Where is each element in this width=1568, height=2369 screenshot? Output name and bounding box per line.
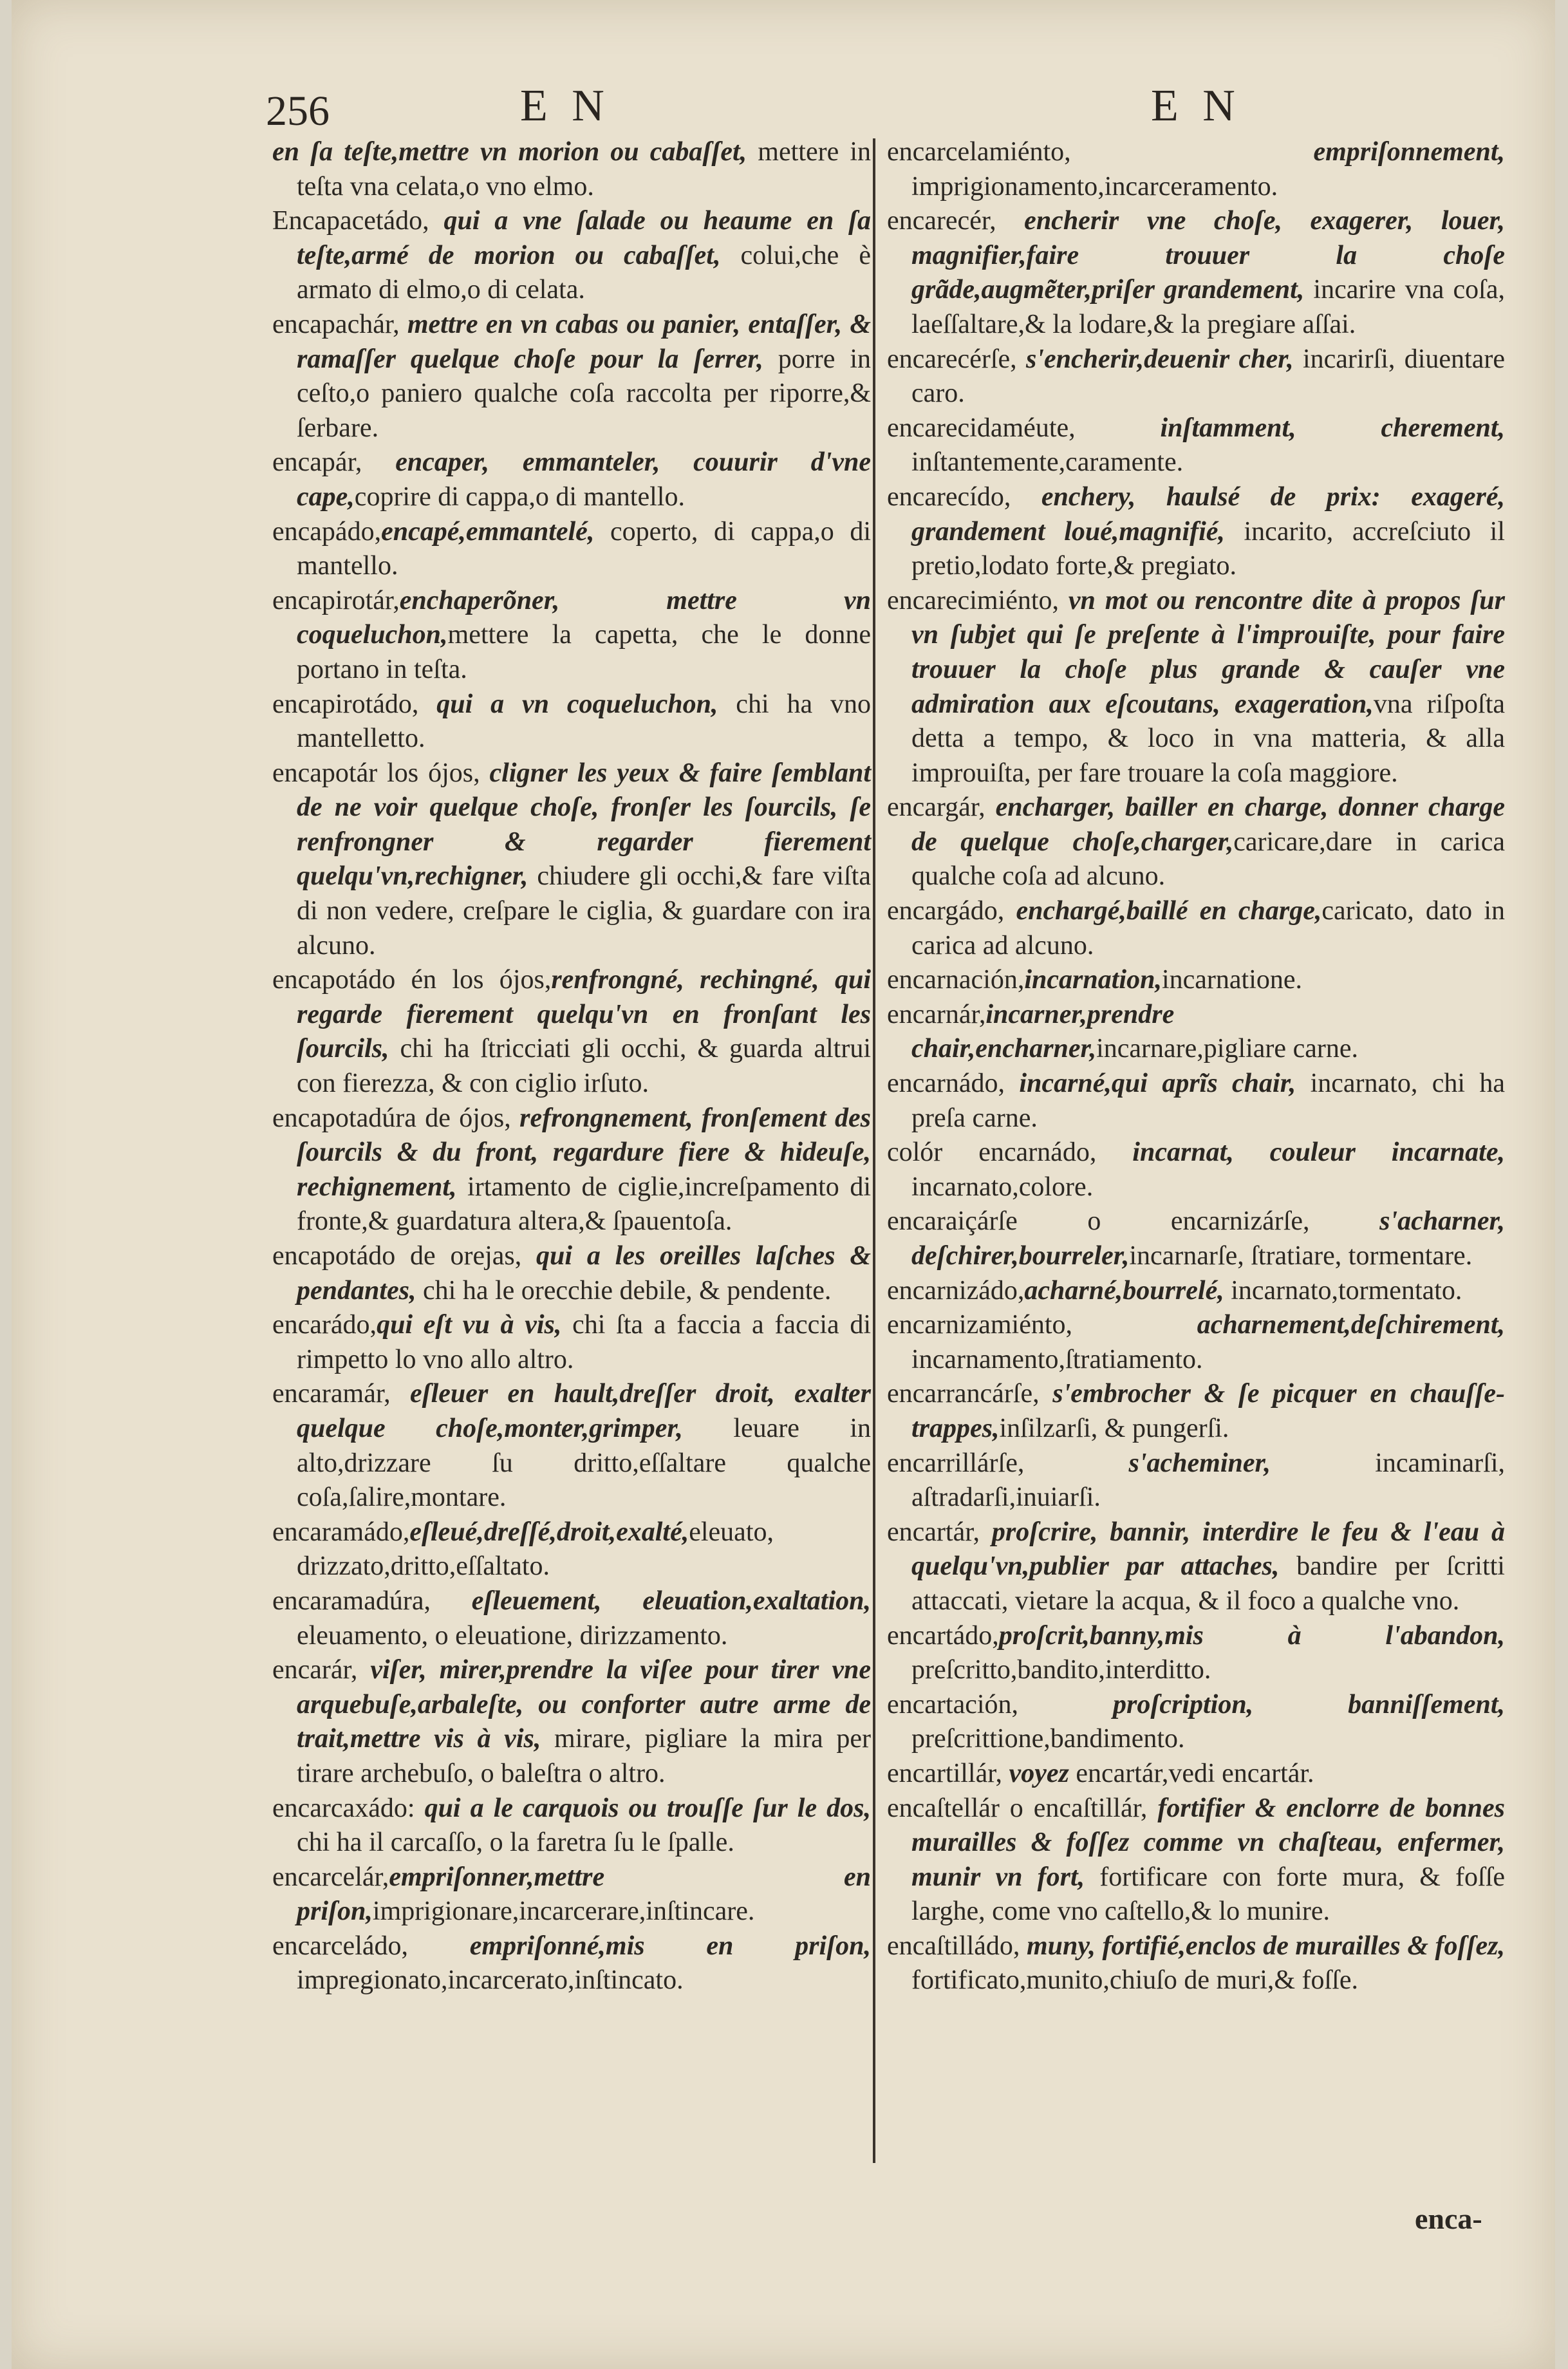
headword: encarecér, — [887, 206, 1025, 236]
right-column — [887, 135, 1505, 1998]
french-gloss: incarnat, couleur incarnate, — [1132, 1138, 1505, 1168]
headword: encarcelár, — [272, 1862, 389, 1892]
headword: encarnizádo, — [887, 1275, 1025, 1306]
headword: encarecído, — [887, 482, 1041, 512]
dictionary-entry — [887, 1274, 1505, 1309]
french-gloss: proſcrit,banny,mis à l'abandon, — [998, 1620, 1505, 1651]
italian-gloss: mettere in teſta vna celata,o vno elmo. — [297, 137, 871, 201]
dictionary-entry — [887, 480, 1505, 584]
italian-gloss: inſilzarſi, & pungerſi. — [999, 1413, 1229, 1443]
french-gloss: eſleué,dreſſé,droit,exalté, — [409, 1517, 689, 1547]
french-gloss: qui eſt vu à vis, — [377, 1310, 562, 1340]
french-gloss: proſcrire, bannir, interdire le feu & l'eau à quelqu'vn,publier par attaches, — [911, 1517, 1506, 1582]
italian-gloss: irtamento de ciglie,increſpamento di fronte,& guardatura altera,& ſpauentoſa. — [297, 1172, 871, 1237]
dictionary-entry — [272, 1239, 871, 1308]
italian-gloss: mirare, pigliare la mira per tirare archebuſo, o baleſtra o altro. — [297, 1724, 872, 1788]
headword: encapirotár, — [272, 585, 400, 615]
french-gloss: s'acharner, deſchirer,bourreler, — [911, 1206, 1505, 1271]
headword: encapotár los ójos, — [272, 758, 490, 788]
italian-gloss: colui,che è armato di elmo,o di celata. — [297, 240, 871, 305]
italian-gloss: eleuato, drizzato,dritto,eſſaltato. — [297, 1517, 774, 1582]
dictionary-entry — [887, 1688, 1505, 1757]
italian-gloss: chi ha il carcaſſo, o la faretra ſu le ſpalle. — [297, 1828, 734, 1858]
italian-gloss: coperto, di cappa,o di mantello. — [297, 516, 871, 581]
headword: Encapacetádo, — [272, 206, 444, 236]
italian-gloss: caricare,dare in carica qualche coſa ad alcuno. — [911, 827, 1505, 892]
dictionary-entry — [272, 688, 871, 756]
headword: encartación, — [887, 1689, 1113, 1719]
dictionary-entry — [887, 1067, 1505, 1136]
dictionary-entry — [887, 998, 1505, 1067]
dictionary-entry — [887, 1619, 1505, 1688]
french-gloss: qui a le carquois ou trouſſe ſur le dos, — [424, 1793, 871, 1823]
dictionary-entry — [887, 1447, 1505, 1515]
italian-gloss: incarnarſe, ſtratiare, tormentare. — [1129, 1241, 1473, 1271]
italian-gloss: preſcritto,bandito,interditto. — [911, 1655, 1211, 1685]
headword: encartádo, — [887, 1620, 999, 1651]
running-head-left: E N — [520, 81, 611, 131]
italian-gloss: mettere la capetta, che le donne portano in teſta. — [297, 620, 871, 684]
dictionary-entry — [272, 1584, 871, 1653]
dictionary-entry — [272, 1860, 871, 1929]
dictionary-entry — [272, 308, 871, 445]
headword: encarrancárſe, — [887, 1379, 1053, 1409]
french-gloss: refrongnement, fronſement des ſourcils & du front, regardure fiere & hideuſe, rechignement, — [297, 1103, 871, 1202]
dictionary-entry — [887, 1929, 1505, 1998]
headword: encarceládo, — [272, 1931, 470, 1961]
italian-gloss: leuare in alto,drizzare ſu dritto,eſſaltare qualche coſa,ſalire,montare. — [297, 1413, 872, 1513]
dictionary-entry — [887, 1792, 1505, 1929]
italian-gloss: chi ha ſtricciati gli occhi, & guarda altrui con fierezza, & con ciglio irſuto. — [297, 1034, 871, 1099]
dictionary-entry — [272, 1515, 871, 1584]
french-gloss: incarnation, — [1024, 965, 1162, 995]
headword: encargádo, — [887, 896, 1016, 926]
dictionary-entry — [887, 1377, 1505, 1446]
headword: encarcelamiénto, — [887, 137, 1314, 167]
headword: colór encarnádo, — [887, 1138, 1133, 1168]
dictionary-entry — [887, 204, 1505, 342]
italian-gloss: vna riſpoſta detta a tempo, & loco in vna matteria, & alla improuiſta, per fare trouare la coſa maggiore. — [911, 689, 1506, 788]
dictionary-entry — [272, 756, 871, 964]
italian-gloss: chi ha vno mantelletto. — [297, 689, 872, 754]
french-gloss: inſtamment, cherement, — [1160, 413, 1505, 443]
french-gloss: viſer, mirer,prendre la viſee pour tirer vne arquebuſe,arbaleſte, ou conforter autre arme de trait,mettre vis à vis, — [297, 1655, 871, 1754]
headword: encarecimiénto, — [887, 585, 1069, 615]
italian-gloss: imprigionare,incarcerare,inſtincare. — [372, 1896, 755, 1927]
italian-gloss: incarnare,pigliare carne. — [1096, 1034, 1358, 1064]
french-gloss: mettre en vn cabas ou panier, entaſſer, & ramaſſer quelque choſe pour la ſerrer, — [297, 309, 872, 374]
italian-gloss: coprire di cappa,o di mantello. — [354, 482, 685, 512]
dictionary-entry — [272, 1377, 871, 1515]
headword: encapirotádo, — [272, 689, 437, 719]
french-gloss: cligner les yeux & faire ſemblant de ne voir quelque choſe, fronſer les ſourcils, ſe renfrongner & regarder fierement quelqu'vn,rechigner, — [297, 758, 871, 892]
column-divider — [873, 138, 875, 2163]
french-gloss: vn mot ou rencontre dite à propos ſur vn ſubjet qui ſe preſente à l'improuiſte, pour faire trouuer la choſe plus grande & cauſer vne admiration aux eſcoutans, exageration, — [911, 585, 1506, 719]
french-gloss: encaper, emmanteler, couurir d'vne cape, — [297, 447, 871, 512]
italian-gloss: bandire per ſcritti attaccati, vietare la acqua, & il foco a qualche vno. — [911, 1551, 1505, 1616]
running-head-right: E N — [1151, 81, 1242, 131]
headword: encarecidaméute, — [887, 413, 1161, 443]
headword: encarnádo, — [887, 1069, 1020, 1099]
french-gloss: s'encherir,deuenir cher, — [1025, 344, 1294, 374]
dictionary-entry — [272, 1101, 871, 1239]
italian-gloss: incarnamento,ſtratiamento. — [911, 1344, 1203, 1374]
french-gloss: s'acheminer, — [1128, 1448, 1271, 1478]
french-gloss: voyez — [1009, 1758, 1069, 1788]
headword: encapádo, — [272, 516, 382, 547]
french-gloss: incarner,prendre chair,encharner, — [911, 999, 1175, 1064]
italian-gloss: caricato, dato in carica ad alcuno. — [911, 896, 1505, 960]
italian-gloss: incarnatione. — [1161, 965, 1303, 995]
dictionary-entry — [887, 1136, 1505, 1204]
headword: encarádo, — [272, 1310, 377, 1340]
dictionary-entry — [887, 1757, 1505, 1792]
dictionary-entry — [272, 204, 871, 308]
italian-gloss: incarnato,tormentato. — [1224, 1275, 1462, 1306]
french-gloss: encharger, bailler en charge, donner charge de quelque choſe,charger, — [911, 792, 1505, 857]
dictionary-entry — [887, 1204, 1505, 1273]
italian-gloss: porre in ceſto,o paniero qualche coſa raccolta per riporre,& ſerbare. — [297, 344, 871, 443]
headword: encarár, — [272, 1655, 371, 1685]
italian-gloss: fortificato,munito,chiuſo de muri,& foſſe. — [911, 1965, 1359, 1996]
italian-gloss: chi ha le orecchie debile, & pendente. — [416, 1275, 832, 1306]
dictionary-entry — [272, 963, 871, 1101]
left-column — [272, 135, 871, 1998]
french-gloss: renfrongné, rechingné, qui regarde fierement quelqu'vn en fronſant les ſourcils, — [297, 965, 872, 1064]
french-gloss: enchery, haulsé de prix: exageré, grandement loué,magnifié, — [911, 482, 1505, 547]
headword: encartillár, — [887, 1758, 1009, 1788]
italian-gloss: impregionato,incarcerato,inſtincato. — [297, 1965, 684, 1996]
headword: encartár, — [887, 1517, 992, 1547]
headword: encaramadúra, — [272, 1586, 472, 1616]
dictionary-entry — [887, 411, 1505, 480]
page — [12, 0, 1555, 2369]
headword: encaſtellár o encaſtillár, — [887, 1793, 1158, 1823]
french-gloss: acharnement,deſchirement, — [1197, 1310, 1505, 1340]
dictionary-entry — [887, 1515, 1505, 1619]
french-gloss: acharné,bourrelé, — [1024, 1275, 1224, 1306]
italian-gloss: imprigionamento,incarceramento. — [911, 171, 1278, 201]
dictionary-entry — [272, 584, 871, 688]
french-gloss: qui a vn coqueluchon, — [436, 689, 718, 719]
italian-gloss: incarire vna coſa, laeſſaltare,& la lodare,& la pregiare aſſai. — [911, 275, 1505, 339]
italian-gloss: incaminarſi, aſtradarſi,inuiarſi. — [911, 1448, 1505, 1513]
dictionary-entry — [887, 135, 1505, 204]
italian-gloss: eleuamento, o eleuatione, dirizzamento. — [297, 1620, 728, 1651]
italian-gloss: incarirſi, diuentare caro. — [911, 344, 1505, 409]
headword: encarcaxádo: — [272, 1793, 425, 1823]
dictionary-entry — [272, 1653, 871, 1791]
french-gloss: qui a vne ſalade ou heaume en ſa teſte,armé de morion ou cabaſſet, — [297, 206, 871, 270]
headword: encarecérſe, — [887, 344, 1026, 374]
dictionary-entry — [272, 1308, 871, 1377]
dictionary-entry — [272, 515, 871, 584]
french-gloss: incarné,qui aprĩs chair, — [1019, 1069, 1296, 1099]
dictionary-entry — [272, 445, 871, 514]
dictionary-entry — [887, 894, 1505, 963]
headword: encargár, — [887, 792, 996, 823]
french-gloss: empriſonnement, — [1313, 137, 1505, 167]
italian-gloss: inſtantemente,caramente. — [911, 447, 1184, 478]
italian-gloss: preſcrittione,bandimento. — [911, 1724, 1185, 1754]
headword: encapotádo én los ójos, — [272, 965, 552, 995]
page-number: 256 — [266, 88, 330, 135]
french-gloss: encherir vne choſe, exagerer, louer, magnifier,faire trouuer la choſe grãde,augmẽter,priſer grandement, — [911, 206, 1506, 305]
italian-gloss: incarito, accreſciuto il pretio,lodato forte,& pregiato. — [911, 516, 1505, 581]
french-gloss: s'embrocher & ſe picquer en chauſſe-trappes, — [911, 1379, 1505, 1443]
italian-gloss: chi ſta a faccia a faccia di rimpetto lo vno allo altro. — [297, 1310, 872, 1374]
french-gloss: proſcription, banniſſement, — [1113, 1689, 1505, 1719]
headword: encaramár, — [272, 1379, 410, 1409]
headword: encapár, — [272, 447, 396, 478]
french-gloss: qui a les oreilles laſches & pendantes, — [297, 1241, 871, 1306]
french-gloss: encapé,emmantelé, — [381, 516, 595, 547]
headword: encapotádo de orejas, — [272, 1241, 537, 1271]
dictionary-entry — [887, 584, 1505, 791]
headword: encarnár, — [887, 999, 986, 1029]
french-gloss: enchargé,baillé en charge, — [1016, 896, 1322, 926]
french-gloss: fortifier & enclorre de bonnes murailles & foſſez comme vn chaſteau, enfermer, munir vn fort, — [911, 1793, 1506, 1892]
italian-gloss: fortificare con forte mura, & foſſe larghe, come vno caſtello,& lo munire. — [911, 1862, 1506, 1927]
dictionary-entry — [887, 1308, 1505, 1377]
catchword: enca- — [1415, 2202, 1482, 2235]
headword: encarnizamiénto, — [887, 1310, 1197, 1340]
dictionary-entry — [272, 135, 871, 204]
italian-gloss: incarnato, chi ha preſa carne. — [911, 1069, 1505, 1133]
headword: encaramádo, — [272, 1517, 410, 1547]
dictionary-entry — [887, 342, 1505, 411]
french-gloss: eſleuer en hault,dreſſer droit, exalter quelque choſe,monter,grimper, — [297, 1379, 871, 1443]
french-gloss: empriſonné,mis en priſon, — [469, 1931, 871, 1961]
dictionary-entry — [272, 1929, 871, 1998]
dictionary-entry — [887, 963, 1505, 998]
french-gloss: eſleuement, eleuation,exaltation, — [471, 1586, 871, 1616]
italian-gloss: chiudere gli occhi,& fare viſta di non vedere, creſpare le ciglia, & guardare con ira alcuno. — [297, 861, 871, 960]
headword: encaraiçárſe o encarnizárſe, — [887, 1206, 1380, 1237]
french-gloss: en ſa teſte,mettre vn morion ou cabaſſet, — [272, 137, 747, 167]
french-gloss: muny, fortifié,enclos de murailles & foſſez, — [1026, 1931, 1505, 1961]
italian-gloss: incarnato,colore. — [911, 1172, 1094, 1202]
headword: encapachár, — [272, 309, 407, 339]
french-gloss: enchaperõner, mettre vn coqueluchon, — [297, 585, 871, 650]
italian-gloss: encartár,vedi encartár. — [1069, 1758, 1314, 1788]
headword: encarnación, — [887, 965, 1025, 995]
headword: encapotadúra de ójos, — [272, 1103, 520, 1133]
headword: encarrillárſe, — [887, 1448, 1129, 1478]
dictionary-entry — [272, 1792, 871, 1860]
dictionary-entry — [887, 791, 1505, 894]
headword: encaſtilládo, — [887, 1931, 1027, 1961]
french-gloss: empriſonner,mettre en priſon, — [297, 1862, 871, 1927]
